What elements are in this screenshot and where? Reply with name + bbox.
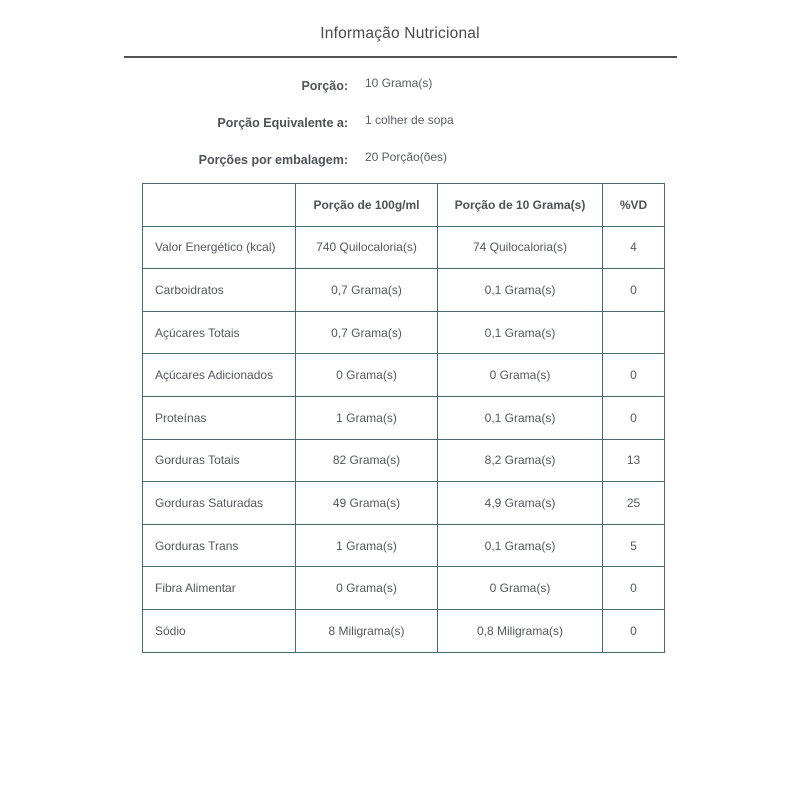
nutrient-per-100g: 0 Grama(s)	[296, 354, 438, 397]
table-row	[143, 226, 665, 269]
nutrient-per-100g: 8 Miligrama(s)	[296, 609, 438, 652]
serving-size-label: Porção:	[301, 79, 348, 93]
nutrient-vd-percent: 13	[603, 439, 665, 482]
nutrient-vd-percent: 0	[603, 269, 665, 312]
nutrient-per-100g: 0,7 Grama(s)	[296, 269, 438, 312]
nutrient-vd-percent: 4	[603, 226, 665, 269]
nutrient-vd-percent: 5	[603, 524, 665, 567]
nutrient-per-serving: 0 Grama(s)	[438, 354, 603, 397]
nutrient-name: Gorduras Saturadas	[143, 482, 296, 525]
nutrient-per-serving: 0,1 Grama(s)	[438, 311, 603, 354]
nutrient-per-100g: 740 Quilocaloria(s)	[296, 226, 438, 269]
nutrient-per-serving: 4,9 Grama(s)	[438, 482, 603, 525]
nutrient-vd-percent	[603, 311, 665, 354]
nutrient-per-100g: 82 Grama(s)	[296, 439, 438, 482]
nutrient-per-serving: 0,8 Miligrama(s)	[438, 609, 603, 652]
table-row	[143, 609, 665, 652]
nutrient-per-serving: 0,1 Grama(s)	[438, 269, 603, 312]
nutrient-vd-percent: 0	[603, 567, 665, 610]
serving-row	[0, 113, 800, 132]
page-title: Informação Nutricional	[320, 25, 480, 42]
table-row	[143, 269, 665, 312]
nutrient-per-serving: 0,1 Grama(s)	[438, 396, 603, 439]
servings-per-package-value: 20 Porção(ões)	[365, 150, 448, 164]
nutrient-per-100g: 49 Grama(s)	[296, 482, 438, 525]
table-row	[143, 354, 665, 397]
nutrient-name: Carboidratos	[143, 269, 296, 312]
header-per-serving: Porção de 10 Grama(s)	[438, 184, 603, 227]
table-row	[143, 567, 665, 610]
nutrient-per-serving: 0,1 Grama(s)	[438, 524, 603, 567]
serving-equivalent-value: 1 colher de sopa	[365, 113, 454, 127]
nutrient-vd-percent: 25	[603, 482, 665, 525]
nutrient-name: Proteínas	[143, 396, 296, 439]
serving-row	[0, 76, 800, 95]
table-row	[143, 482, 665, 525]
nutrient-name: Fibra Alimentar	[143, 567, 296, 610]
nutrient-per-100g: 1 Grama(s)	[296, 396, 438, 439]
nutrient-per-100g: 1 Grama(s)	[296, 524, 438, 567]
servings-per-package-label: Porções por embalagem:	[198, 153, 348, 167]
title-divider	[124, 56, 677, 58]
header-per-100g: Porção de 100g/ml	[296, 184, 438, 227]
nutrient-name: Gorduras Totais	[143, 439, 296, 482]
nutrient-name: Gorduras Trans	[143, 524, 296, 567]
nutrient-per-serving: 0 Grama(s)	[438, 567, 603, 610]
nutrient-name: Sódio	[143, 609, 296, 652]
nutrient-per-100g: 0,7 Grama(s)	[296, 311, 438, 354]
nutrient-name: Valor Energético (kcal)	[143, 226, 296, 269]
table-row	[143, 439, 665, 482]
serving-equivalent-label: Porção Equivalente a:	[217, 116, 348, 130]
header-vd-percent: %VD	[603, 184, 665, 227]
nutrient-vd-percent: 0	[603, 354, 665, 397]
table-row	[143, 396, 665, 439]
table-row	[143, 311, 665, 354]
table-row	[143, 524, 665, 567]
serving-size-value: 10 Grama(s)	[365, 76, 433, 90]
nutrient-per-serving: 8,2 Grama(s)	[438, 439, 603, 482]
nutrient-name: Açúcares Adicionados	[143, 354, 296, 397]
nutrient-per-serving: 74 Quilocaloria(s)	[438, 226, 603, 269]
header-nutrient	[143, 184, 296, 227]
nutrition-table-body	[143, 226, 665, 652]
nutrient-name: Açúcares Totais	[143, 311, 296, 354]
nutrient-vd-percent: 0	[603, 609, 665, 652]
nutrient-vd-percent: 0	[603, 396, 665, 439]
serving-row	[0, 150, 800, 169]
nutrition-table	[142, 183, 665, 653]
nutrient-per-100g: 0 Grama(s)	[296, 567, 438, 610]
table-header-row	[143, 184, 665, 227]
